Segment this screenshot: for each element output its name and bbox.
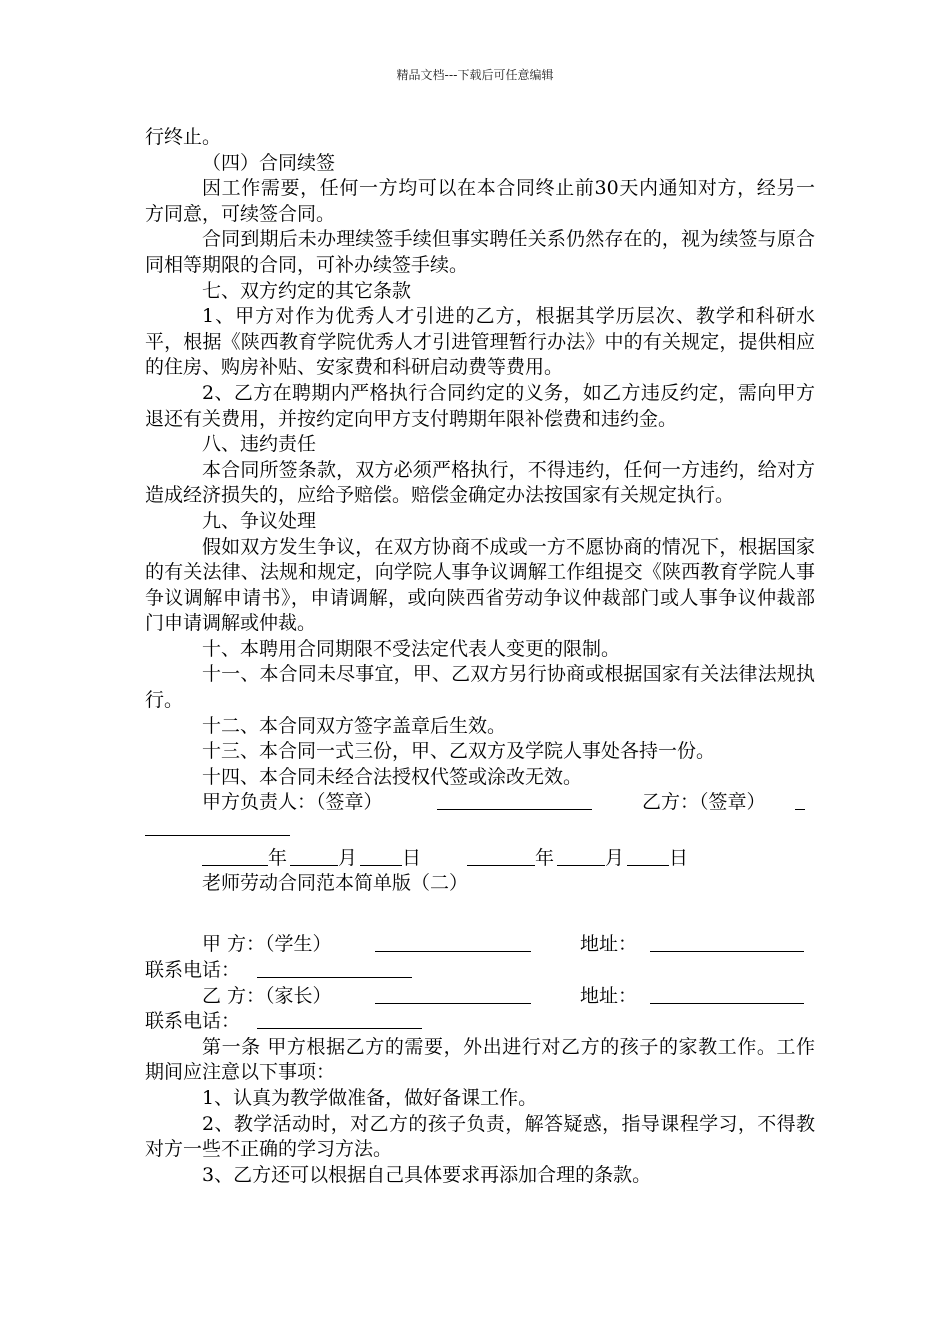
- party-a-address-blank: [650, 932, 804, 952]
- date-month-b: 月: [605, 846, 625, 869]
- party-b-address-label: 地址：: [580, 984, 638, 1007]
- signature-row: [145, 790, 815, 816]
- page-header: 精品文档---下载后可任意编辑: [396, 68, 554, 82]
- date-row: [145, 846, 815, 872]
- party-b-signature-blank: [795, 790, 805, 810]
- party-b-signature-label: 乙方：（签章）: [642, 791, 766, 814]
- date-year-b: 年: [535, 846, 555, 869]
- party-a-name-blank: [375, 932, 531, 952]
- paragraph: 十四、本合同未经合法授权代签或涂改无效。: [202, 765, 583, 788]
- party-b-label: 乙 方：（家长）: [202, 984, 332, 1007]
- paragraph: 十、本聘用合同期限不受法定代表人变更的限制。: [202, 637, 621, 660]
- date-day-b: 日: [669, 846, 689, 869]
- paragraph: 2、教学活动时，对乙方的孩子负责，解答疑惑，指导课程学习，不得教对方一些不正确的学习方法。: [145, 1112, 815, 1161]
- party-b-row: [145, 984, 815, 1010]
- paragraph: 合同到期后未办理续签手续但事实聘任关系仍然存在的，视为续签与原合同相等期限的合同，可补办续签手续。: [145, 228, 815, 276]
- paragraph: 1、认真为教学做准备，做好备课工作。: [202, 1086, 538, 1109]
- paragraph: 因工作需要，任何一方均可以在本合同终止前30天内通知对方，经另一方同意，可续签合同。: [145, 177, 815, 225]
- section-heading: 九、争议处理: [202, 509, 317, 532]
- paragraph: 十一、本合同未尽事宜，甲、乙双方另行协商或根据国家有关法律法规执行。: [145, 663, 815, 712]
- party-b-name-blank: [375, 984, 531, 1004]
- party-a-phone-row: [145, 958, 815, 984]
- party-b-signature-blank-2: [145, 816, 290, 836]
- paragraph: 1、甲方对作为优秀人才引进的乙方，根据其学历层次、教学和科研水平，根据《陕西教育学院优秀人才引进管理暂行办法》中的有关规定，提供相应的住房、购房补贴、安家费和科研启动费等费用。: [145, 305, 815, 379]
- paragraph: 本合同所签条款，双方必须严格执行，不得违约，任何一方违约，给对方造成经济损失的，应给予赔偿。赔偿金确定办法按国家有关规定执行。: [145, 458, 815, 507]
- date-year: 年: [268, 846, 288, 869]
- party-a-phone-blank: [257, 958, 412, 978]
- paragraph: 3、乙方还可以根据自己具体要求再添加合理的条款。: [202, 1163, 652, 1186]
- paragraph: 2、乙方在聘期内严格执行合同约定的义务，如乙方违反约定，需向甲方退还有关费用，并按约定向甲方支付聘期年限补偿费和违约金。: [145, 381, 815, 430]
- date-day: 日: [402, 846, 422, 869]
- paragraph: 十二、本合同双方签字盖章后生效。: [202, 714, 507, 737]
- section-heading: 八、违约责任: [202, 433, 317, 456]
- party-b-address-blank: [650, 984, 804, 1004]
- party-a-phone-label: 联系电话：: [145, 959, 241, 981]
- paragraph: 行终止。: [145, 126, 222, 148]
- paragraph: 假如双方发生争议，在双方协商不成或一方不愿协商的情况下，根据国家的有关法律、法规和规定，向学院人事争议调解工作组提交《陕西教育学院人事争议调解申请书》，申请调解，或向陕西省劳动争议仲裁部门或人事争议仲裁部门申请调解或仲裁。: [145, 535, 815, 635]
- party-a-signature-blank: [437, 790, 592, 810]
- signature-blank-continued: [145, 816, 815, 842]
- party-b-phone-row: [145, 1009, 815, 1035]
- party-a-label: 甲 方：（学生）: [202, 933, 332, 956]
- section-heading: 七、双方约定的其它条款: [202, 279, 412, 302]
- date-month: 月: [338, 846, 358, 869]
- party-a-address-label: 地址：: [580, 933, 638, 956]
- party-a-signature-label: 甲方负责人：（签章）: [202, 791, 383, 814]
- party-b-phone-label: 联系电话：: [145, 1010, 241, 1033]
- section-title: 老师劳动合同范本简单版（二）: [202, 872, 469, 895]
- spacer: [145, 897, 815, 923]
- paragraph: 第一条 甲方根据乙方的需要，外出进行对乙方的孩子的家教工作。工作期间应注意以下事项：: [145, 1035, 815, 1084]
- party-b-phone-blank: [257, 1009, 422, 1029]
- document-body: [145, 125, 815, 1188]
- paragraph: 十三、本合同一式三份，甲、乙双方及学院人事处各持一份。: [202, 740, 716, 763]
- section-heading: （四）合同续签: [202, 151, 336, 174]
- party-a-row: [145, 932, 815, 958]
